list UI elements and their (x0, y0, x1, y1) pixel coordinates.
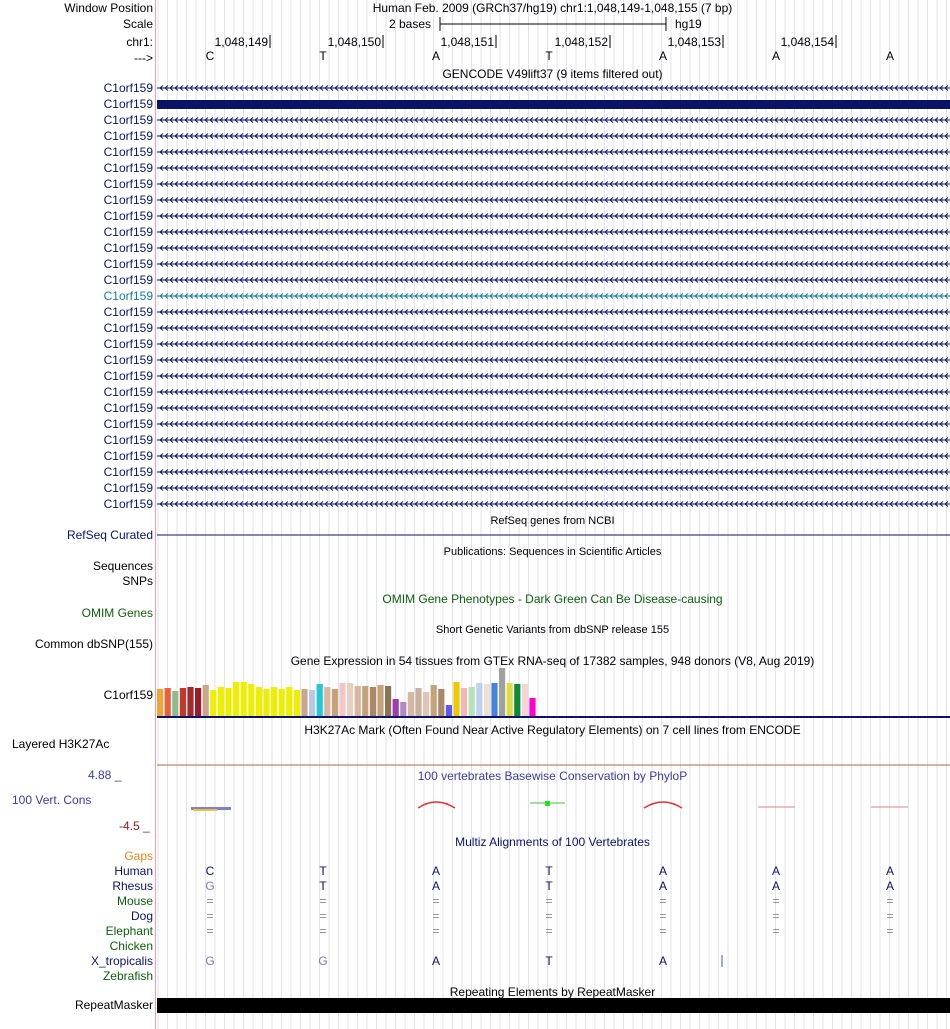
gtex-bar (476, 683, 482, 716)
gtex-bar (431, 685, 437, 716)
gtex-bar (279, 689, 285, 716)
multiz-base: = (886, 894, 894, 908)
gtex-bar (355, 686, 361, 716)
multiz-base: = (319, 894, 327, 908)
ruler-tick-label: 1,048,152 (554, 35, 608, 49)
gtex-bar (286, 687, 292, 716)
gtex-bar (218, 687, 224, 716)
gtex-bar (203, 685, 209, 716)
gencode-gene-label[interactable]: C1orf159 (103, 497, 153, 511)
base-letter: A (771, 49, 780, 63)
base-letter: A (658, 49, 667, 63)
gencode-gene-label[interactable]: C1orf159 (103, 161, 153, 175)
cons-peak (418, 802, 455, 808)
gtex-bar (248, 684, 254, 716)
multiz-base: = (319, 909, 327, 923)
multiz-species-label[interactable]: Elephant (105, 924, 153, 938)
gtex-bar (309, 690, 315, 716)
multiz-base: = (545, 894, 553, 908)
multiz-base: T (319, 864, 327, 878)
multiz-title[interactable]: Multiz Alignments of 100 Vertebrates (455, 835, 650, 849)
gtex-bar (195, 688, 201, 716)
multiz-base: = (206, 924, 214, 938)
multiz-species-label[interactable]: Rhesus (112, 879, 153, 893)
gencode-gene-label[interactable]: C1orf159 (103, 465, 153, 479)
multiz-base: = (545, 909, 553, 923)
multiz-base: = (659, 924, 667, 938)
dbsnp-label[interactable]: Common dbSNP(155) (34, 637, 153, 651)
multiz-base: G (205, 879, 215, 893)
gtex-bar (400, 702, 406, 716)
ruler-tick-label: 1,048,154 (780, 35, 834, 49)
gtex-bar (180, 688, 186, 716)
gtex-bar (347, 683, 353, 716)
gencode-gene-label[interactable]: C1orf159 (103, 97, 153, 111)
gtex-label[interactable]: C1orf159 (103, 688, 153, 702)
gtex-bar (294, 690, 300, 716)
multiz-species-label[interactable]: X_tropicalis (90, 954, 153, 968)
cons-max-label: 4.88 _ (88, 768, 122, 782)
gtex-bar (415, 688, 421, 716)
gtex-bar (529, 698, 535, 716)
gtex-bar (370, 687, 376, 716)
snps-label[interactable]: SNPs (122, 574, 153, 588)
refseq-title[interactable]: RefSeq genes from NCBI (490, 515, 615, 527)
multiz-species-label[interactable]: Dog (130, 909, 153, 923)
multiz-base: T (319, 879, 327, 893)
scale-text: 2 bases (389, 17, 432, 31)
gencode-gene-label[interactable]: C1orf159 (103, 433, 153, 447)
gencode-gene-label[interactable]: C1orf159 (103, 193, 153, 207)
gtex-title[interactable]: Gene Expression in 54 tissues from GTEx RNA-seq of 17382 samples, 948 donors (V8, Aug 2019) (290, 654, 815, 668)
scale-assembly: hg19 (675, 17, 702, 31)
gencode-gene-label[interactable]: C1orf159 (103, 257, 153, 271)
multiz-base: T (545, 879, 553, 893)
repeatmasker-block (157, 998, 950, 1013)
gencode-gene-label[interactable]: C1orf159 (103, 113, 153, 127)
gtex-bar (522, 684, 528, 716)
multiz-base: C (205, 864, 215, 878)
multiz-base: A (885, 864, 894, 878)
dbsnp-title[interactable]: Short Genetic Variants from dbSNP release 155 (435, 624, 670, 636)
gencode-gene-label[interactable]: C1orf159 (103, 305, 153, 319)
multiz-base: = (886, 909, 894, 923)
gencode-gene-label[interactable]: C1orf159 (103, 209, 153, 223)
gtex-bar (446, 705, 452, 716)
multiz-base: = (432, 894, 440, 908)
gtex-bar (408, 692, 414, 716)
gtex-bar (301, 689, 307, 716)
multiz-base: = (772, 924, 780, 938)
multiz-base: A (885, 879, 894, 893)
gtex-bar (362, 686, 368, 716)
multiz-base: = (772, 909, 780, 923)
multiz-base: = (772, 894, 780, 908)
multiz-base: A (658, 879, 667, 893)
gencode-gene-label[interactable]: C1orf159 (103, 321, 153, 335)
multiz-base: A (658, 864, 667, 878)
multiz-base: A (431, 954, 440, 968)
gencode-gene-label[interactable]: C1orf159 (103, 401, 153, 415)
cons-min-label: -4.5 _ (119, 819, 150, 833)
scale-label: Scale (122, 17, 153, 31)
multiz-base: T (545, 954, 553, 968)
publications-title[interactable]: Publications: Sequences in Scientific Articles (443, 546, 662, 558)
multiz-base: = (659, 909, 667, 923)
gtex-bar (385, 686, 391, 716)
multiz-species-label[interactable]: Human (114, 864, 153, 878)
multiz-base: = (319, 924, 327, 938)
refseq-label[interactable]: RefSeq Curated (66, 528, 153, 542)
multiz-base: A (771, 864, 780, 878)
ruler-tick-label: 1,048,153 (667, 35, 721, 49)
cons-label[interactable]: 100 Vert. Cons (12, 793, 92, 807)
multiz-base: A (771, 879, 780, 893)
multiz-base: = (206, 894, 214, 908)
gtex-bar (172, 691, 178, 716)
gencode-gene-label[interactable]: C1orf159 (103, 225, 153, 239)
gtex-bar (157, 689, 163, 716)
gencode-gene-label[interactable]: C1orf159 (103, 353, 153, 367)
gtex-bar (317, 684, 323, 716)
multiz-base: = (886, 924, 894, 938)
multiz-base: = (545, 924, 553, 938)
gencode-gene-label[interactable]: C1orf159 (103, 449, 153, 463)
gencode-exon-block (157, 100, 950, 109)
base-letter: A (431, 49, 440, 63)
ruler-tick-label: 1,048,149 (214, 35, 268, 49)
gencode-gene-label[interactable]: C1orf159 (103, 369, 153, 383)
gtex-bar (256, 687, 262, 716)
base-letter: A (885, 49, 894, 63)
omim-label[interactable]: OMIM Genes (81, 606, 153, 620)
gtex-bar (469, 687, 475, 716)
multiz-base: = (432, 924, 440, 938)
multiz-base: G (318, 954, 328, 968)
cons-block-accent (193, 809, 217, 811)
cons-mark-green-dot (545, 801, 550, 806)
gencode-gene-label[interactable]: C1orf159 (103, 145, 153, 159)
gaps-label: Gaps (124, 849, 153, 863)
gtex-bar (514, 684, 520, 716)
multiz-base: = (432, 909, 440, 923)
gencode-gene-label[interactable]: C1orf159 (103, 241, 153, 255)
gtex-bar (210, 690, 216, 716)
gtex-bar (271, 687, 277, 716)
gtex-bar (499, 668, 505, 716)
multiz-base: T (545, 864, 553, 878)
cons-peak (644, 802, 682, 808)
ruler-tick-label: 1,048,150 (327, 35, 381, 49)
multiz-base: = (206, 909, 214, 923)
gencode-title[interactable]: GENCODE V49lift37 (9 items filtered out) (442, 67, 663, 81)
cons-title[interactable]: 100 vertebrates Basewise Conservation by PhyloP (417, 769, 688, 783)
window-position-label: Window Position (64, 1, 153, 15)
gtex-bar (324, 687, 330, 716)
gtex-bar (484, 684, 490, 716)
base-letter: T (319, 49, 327, 63)
multiz-base: A (658, 954, 667, 968)
gtex-bar (453, 682, 459, 716)
sequences-label[interactable]: Sequences (92, 559, 153, 573)
h3k27ac-title[interactable]: H3K27Ac Mark (Often Found Near Active Regulatory Elements) on 7 cell lines from ENCODE (304, 723, 801, 737)
gtex-bar (339, 683, 345, 716)
gencode-gene-label[interactable]: C1orf159 (103, 481, 153, 495)
multiz-base: A (431, 864, 440, 878)
gtex-bar (377, 685, 383, 716)
window-position-value[interactable]: Human Feb. 2009 (GRCh37/hg19) chr1:1,048,149-1,048,155 (7 bp) (372, 1, 733, 15)
gtex-bar (187, 687, 193, 716)
gtex-bar (461, 688, 467, 716)
gencode-gene-label[interactable]: C1orf159 (103, 273, 153, 287)
gtex-bar (332, 689, 338, 716)
gencode-gene-label[interactable]: C1orf159 (103, 81, 153, 95)
base-letter: T (545, 49, 553, 63)
multiz-species-label[interactable]: Zebrafish (102, 969, 153, 983)
gencode-gene-label[interactable]: C1orf159 (103, 385, 153, 399)
gtex-bar (225, 688, 231, 716)
multiz-base: = (659, 894, 667, 908)
repeatmasker-title[interactable]: Repeating Elements by RepeatMasker (449, 985, 656, 999)
gtex-bar (263, 689, 269, 716)
gencode-gene-label[interactable]: C1orf159 (103, 177, 153, 191)
h3k27ac-label[interactable]: Layered H3K27Ac (12, 737, 110, 751)
omim-title[interactable]: OMIM Gene Phenotypes - Dark Green Can Be Disease-causing (382, 592, 723, 606)
strand-label: ---> (134, 51, 153, 65)
gtex-bar (241, 682, 247, 716)
base-letter: C (205, 49, 215, 63)
multiz-base (769, 954, 783, 968)
multiz-base: G (205, 954, 215, 968)
gencode-gene-label[interactable]: C1orf159 (103, 417, 153, 431)
multiz-base: A (431, 879, 440, 893)
repeatmasker-label[interactable]: RepeatMasker (74, 998, 153, 1012)
gtex-bar (507, 683, 513, 716)
gtex-bar (438, 689, 444, 716)
gtex-bar (491, 683, 497, 716)
ruler-tick-label: 1,048,151 (440, 35, 494, 49)
gencode-gene-label[interactable]: C1orf159 (103, 337, 153, 351)
multiz-species-label[interactable]: Chicken (109, 939, 153, 953)
gtex-bar (393, 699, 399, 716)
chrom-label: chr1: (126, 35, 153, 49)
gtex-bar (165, 688, 171, 716)
multiz-species-label[interactable]: Mouse (116, 894, 153, 908)
gtex-bar (233, 682, 239, 716)
gencode-gene-label[interactable]: C1orf159 (103, 129, 153, 143)
gtex-bar (423, 692, 429, 716)
gencode-gene-label[interactable]: C1orf159 (103, 289, 153, 303)
